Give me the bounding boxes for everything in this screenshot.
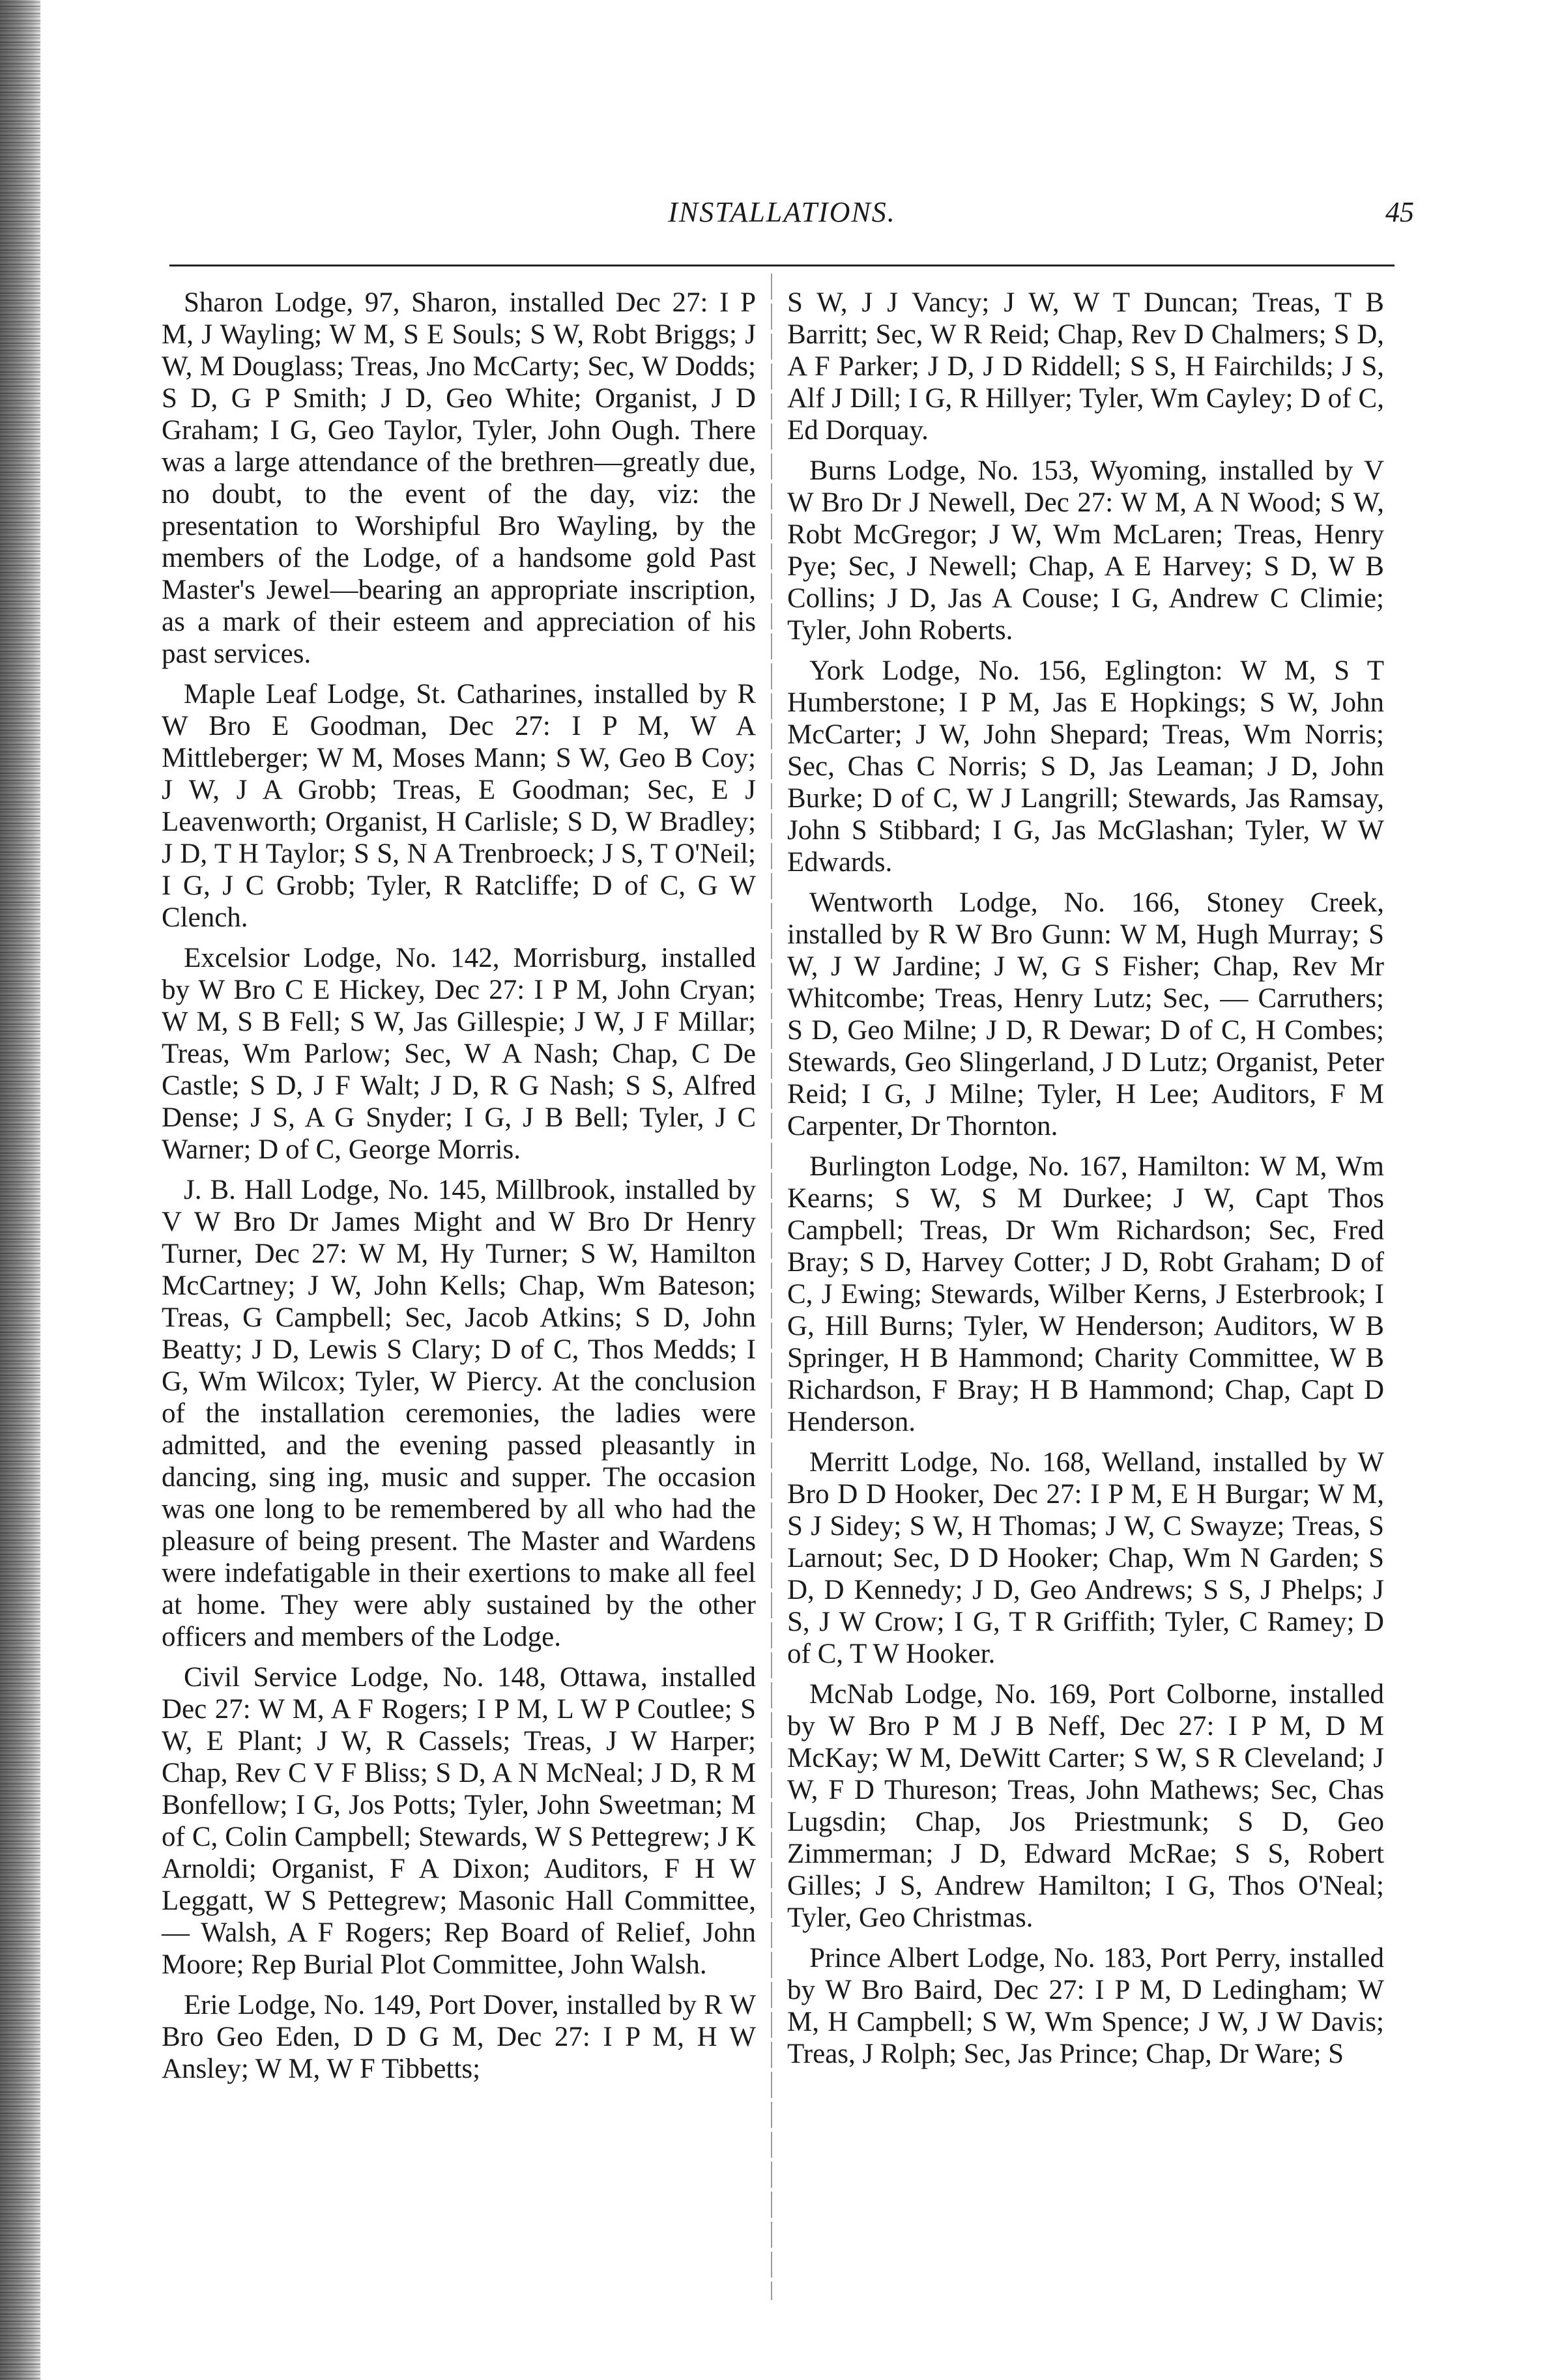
lodge-entry-maple-leaf: Maple Leaf Lodge, St. Catharines, installed by R W Bro E Goodman, Dec 27: I P M, W A Mittleberger; W M, Moses Mann; S W, Geo B Coy; J W, J A Grobb; Treas, E Goodman; Sec, E J Leavenworth; Organist, H Carlisle; S D, W Bradley; J D, T H Taylor; S S, N A Trenbroeck; J S, T O'Neil; I G, J C Grobb; Tyler, R Ratcliffe; D of C, G W Clench. bbox=[162, 679, 756, 933]
lodge-entry-jb-hall: J. B. Hall Lodge, No. 145, Millbrook, installed by V W Bro Dr James Might and W Bro Dr Henry Turner, Dec 27: W M, Hy Turner; S W, Hamilton McCartney; J W, John Kells; Chap, Wm Bateson; Treas, G Campbell; Sec, Jacob Atkins; S D, John Beatty; J D, Lewis S Clary; D of C, Thos Medds; I G, Wm Wilcox; Tyler, W Piercy. At the conclusion of the installation ceremonies, the ladies were admitted, and the evening passed pleasantly in dancing, sing ing, music and supper. The occasion was one long to be remembered by all who had the pleasure of being present. The Master and Wardens were indefatigable in their exertions to make all feel at home. They were ably sustained by the other officers and members of the Lodge. bbox=[162, 1175, 756, 1652]
left-column bbox=[162, 287, 756, 2093]
column-divider bbox=[771, 274, 772, 2300]
lodge-entry-burns: Burns Lodge, No. 153, Wyoming, installed by V W Bro Dr J Newell, Dec 27: W M, A N Wood; S W, Robt McGregor; J W, Wm McLaren; Treas, Henry Pye; Sec, J Newell; Chap, A E Harvey; S D, W B Collins; J D, Jas A Couse; I G, Andrew C Climie; Tyler, John Roberts. bbox=[787, 455, 1384, 646]
lodge-entry-prince-albert: Prince Albert Lodge, No. 183, Port Perry, installed by W Bro Baird, Dec 27: I P M, D Ledingham; W M, H Campbell; S W, Wm Spence; J W, J W Davis; Treas, J Rolph; Sec, Jas Prince; Chap, Dr Ware; S bbox=[787, 1943, 1384, 2069]
lodge-entry-civil-service: Civil Service Lodge, No. 148, Ottawa, installed Dec 27: W M, A F Rogers; I P M, L W P Coutlee; S W, E Plant; J W, R Cassels; Treas, J W Harper; Chap, Rev C V F Bliss; S D, A N McNeal; J D, R M Bonfellow; I G, Jos Potts; Tyler, John Sweetman; M of C, Colin Campbell; Stewards, W S Pettegrew; J K Arnoldi; Organist, F A Dixon; Auditors, F H W Leggatt, W S Pettegrew; Masonic Hall Committee, — Walsh, A F Rogers; Rep Board of Relief, John Moore; Rep Burial Plot Committee, John Walsh. bbox=[162, 1662, 756, 1980]
running-title: INSTALLATIONS. bbox=[668, 196, 896, 228]
lodge-entry-york: York Lodge, No. 156, Eglington: W M, S T Humberstone; I P M, Jas E Hopkings; S W, John McCarter; J W, John Shepard; Treas, Wm Norris; Sec, Chas C Norris; S D, Jas Leaman; J D, John Burke; D of C, W J Langrill; Stewards, Jas Ramsay, John S Stibbard; I G, Jas McGlashan; Tyler, W W Edwards. bbox=[787, 655, 1384, 878]
lodge-entry-merritt: Merritt Lodge, No. 168, Welland, installed by W Bro D D Hooker, Dec 27: I P M, E H Burgar; W M, S J Sidey; S W, H Thomas; J W, C Swayze; Treas, S Larnout; Sec, D D Hooker; Chap, Wm N Garden; S D, D Kennedy; J D, Geo Andrews; S S, J Phelps; J S, J W Crow; I G, T R Griffith; Tyler, C Ramey; D of C, T W Hooker. bbox=[787, 1447, 1384, 1669]
lodge-entry-burlington: Burlington Lodge, No. 167, Hamilton: W M, Wm Kearns; S W, S M Durkee; J W, Capt Thos Campbell; Treas, Dr Wm Richardson; Sec, Fred Bray; S D, Harvey Cotter; J D, Robt Graham; D of C, J Ewing; Stewards, Wilber Kerns, J Esterbrook; I G, Hill Burns; Tyler, W Henderson; Auditors, W B Springer, H B Hammond; Charity Committee, W B Richardson, F Bray; H B Hammond; Chap, Capt D Henderson. bbox=[787, 1151, 1384, 1437]
lodge-entry-mcnab: McNab Lodge, No. 169, Port Colborne, installed by W Bro P M J B Neff, Dec 27: I P M, D M McKay; W M, DeWitt Carter; S W, S R Cleveland; J W, F D Thureson; Treas, John Mathews; Sec, Chas Lugsdin; Chap, Jos Priestmunk; S D, Geo Zimmerman; J D, Edward McRae; S S, Robert Gilles; J S, Andrew Hamilton; I G, Thos O'Neal; Tyler, Geo Christmas. bbox=[787, 1679, 1384, 1933]
lodge-entry-wentworth: Wentworth Lodge, No. 166, Stoney Creek, installed by R W Bro Gunn: W M, Hugh Murray; S W, J W Jardine; J W, G S Fisher; Chap, Rev Mr Whitcombe; Treas, Henry Lutz; Sec, — Carruthers; S D, Geo Milne; J D, R Dewar; D of C, H Combes; Stewards, Geo Slingerland, J D Lutz; Organist, Peter Reid; I G, J Milne; Tyler, H Lee; Auditors, F M Carpenter, Dr Thornton. bbox=[787, 887, 1384, 1141]
lodge-entry-sharon: Sharon Lodge, 97, Sharon, installed Dec 27: I P M, J Wayling; W M, S E Souls; S W, Robt Briggs; J W, M Douglass; Treas, Jno McCarty; Sec, W Dodds; S D, G P Smith; J D, Geo White; Organist, J D Graham; I G, Geo Taylor, Tyler, John Ough. There was a large attendance of the brethren—greatly due, no doubt, to the event of the day, viz: the presentation to Worshipful Bro Wayling, by the members of the Lodge, of a handsome gold Past Master's Jewel—bearing an appropriate inscription, as a mark of their esteem and appreciation of his past services. bbox=[162, 287, 756, 669]
page-number: 45 bbox=[1385, 196, 1414, 228]
right-column bbox=[787, 287, 1384, 2078]
scan-edge-shadow bbox=[0, 0, 40, 2380]
header-rule bbox=[169, 265, 1395, 266]
lodge-entry-erie-continued: S W, J J Vancy; J W, W T Duncan; Treas, T B Barritt; Sec, W R Reid; Chap, Rev D Chalmers; S D, A F Parker; J D, J D Riddell; S S, H Fairchilds; J S, Alf J Dill; I G, R Hillyer; Tyler, Wm Cayley; D of C, Ed Dorquay. bbox=[787, 287, 1384, 446]
lodge-entry-excelsior: Excelsior Lodge, No. 142, Morrisburg, installed by W Bro C E Hickey, Dec 27: I P M, John Cryan; W M, S B Fell; S W, Jas Gillespie; J W, J F Millar; Treas, Wm Parlow; Sec, W A Nash; Chap, C De Castle; S D, J F Walt; J D, R G Nash; S S, Alfred Dense; J S, A G Snyder; I G, J B Bell; Tyler, J C Warner; D of C, George Morris. bbox=[162, 943, 756, 1165]
lodge-entry-erie: Erie Lodge, No. 149, Port Dover, installed by R W Bro Geo Eden, D D G M, Dec 27: I P M, H W Ansley; W M, W F Tibbetts; bbox=[162, 1990, 756, 2084]
page-header bbox=[163, 195, 1414, 235]
